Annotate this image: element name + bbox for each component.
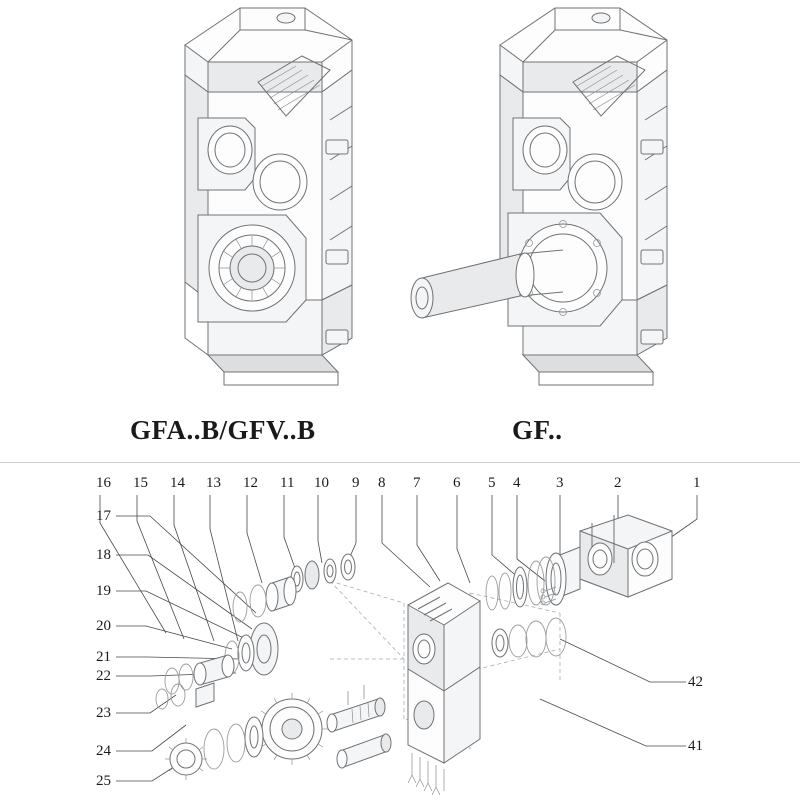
callout-14: 14 <box>170 475 185 491</box>
callout-4: 4 <box>513 475 521 491</box>
callout-1: 1 <box>693 475 701 491</box>
callout-17: 17 <box>96 508 111 524</box>
callout-21: 21 <box>96 649 111 665</box>
callout-42: 42 <box>688 674 703 690</box>
exploded-parts-diagram <box>0 463 800 800</box>
callout-7: 7 <box>413 475 421 491</box>
callout-24: 24 <box>96 743 111 759</box>
gearbox-isometric-with-shaft-icon <box>400 0 710 400</box>
callout-23: 23 <box>96 705 111 721</box>
callout-2: 2 <box>614 475 622 491</box>
callout-16: 16 <box>96 475 111 491</box>
gearbox-isometric-icon <box>90 0 390 400</box>
callout-5: 5 <box>488 475 496 491</box>
callout-9: 9 <box>352 475 360 491</box>
callout-22: 22 <box>96 668 111 684</box>
callout-18: 18 <box>96 547 111 563</box>
callout-11: 11 <box>280 475 295 491</box>
caption-drawing-a: GFA..B/GFV..B <box>130 415 316 445</box>
callout-20: 20 <box>96 618 111 634</box>
callout-41: 41 <box>688 738 703 754</box>
callout-13: 13 <box>206 475 221 491</box>
callout-25: 25 <box>96 773 111 789</box>
callout-8: 8 <box>378 475 386 491</box>
callout-12: 12 <box>243 475 258 491</box>
callout-6: 6 <box>453 475 461 491</box>
caption-drawing-b: GF.. <box>512 415 563 445</box>
callout-15: 15 <box>133 475 148 491</box>
callout-3: 3 <box>556 475 564 491</box>
callout-19: 19 <box>96 583 111 599</box>
callout-10: 10 <box>314 475 329 491</box>
